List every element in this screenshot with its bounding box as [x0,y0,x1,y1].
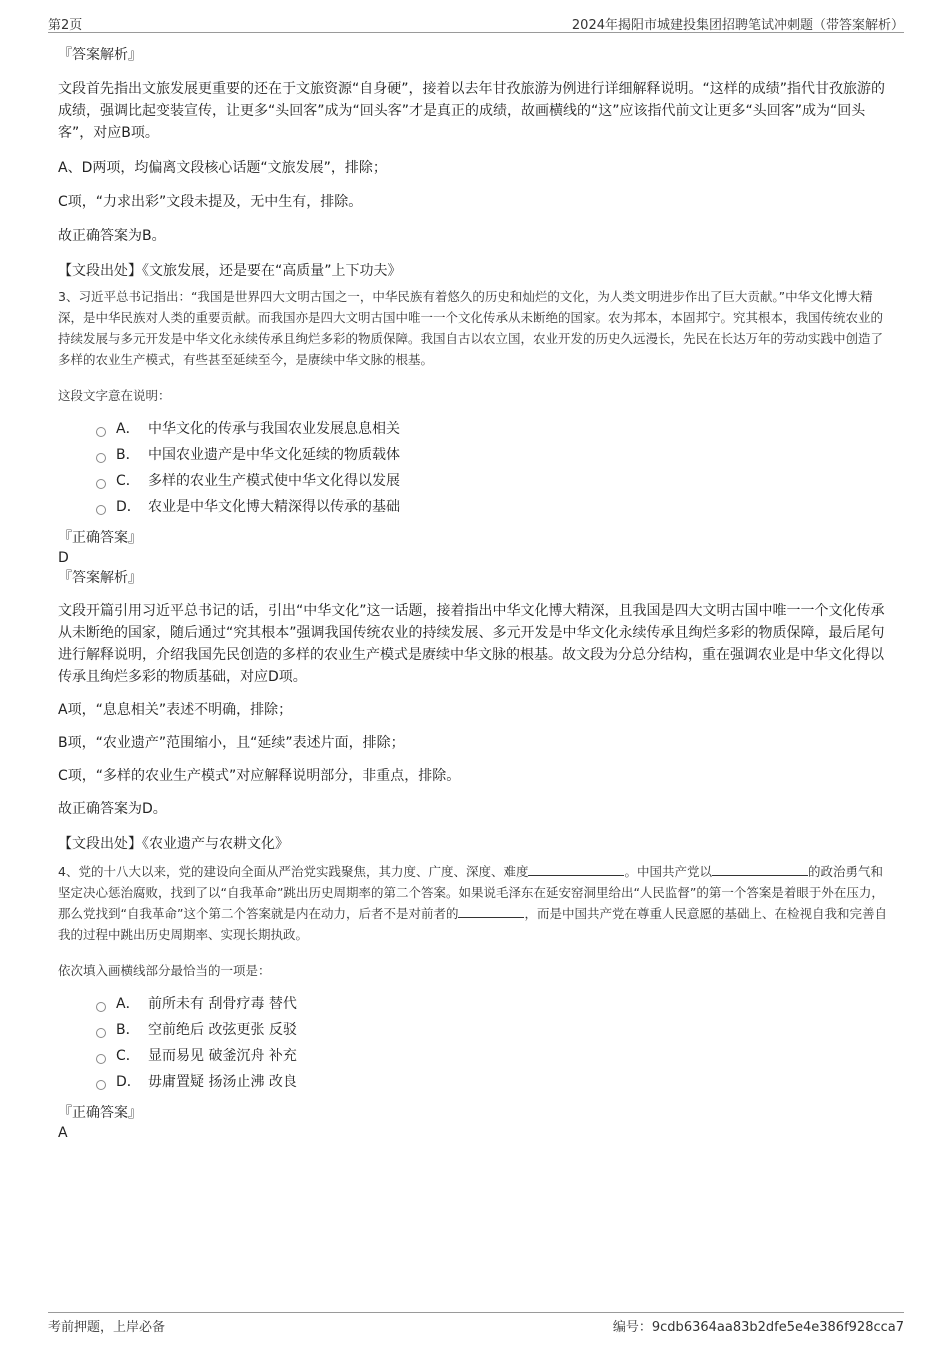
correct-answer: D [58,550,69,566]
fill-blank-2 [712,861,808,876]
correct-answer: A [58,1125,68,1141]
question-stem: 4、党的十八大以来，党的建设向全面从严治党实践聚焦，其力度、广度、深度、难度 。中国共产党以 的政治勇气和坚定决心惩治腐败，找到了以“自我革命”跳出历史周期率的第二个答案。如果说毛泽东在延安窑洞里给出“人民监督”的第一个答案是着眼于外在压力，那么党找到“自我革命”这个第二个答案就是内在动力，后者不是对前者的 ，而是中国共产党在尊重人民意愿的基础上、在检视自我和完善自我的过程中跳出历史周期率、实现长期执政。 [58,861,894,945]
option-c[interactable]: C． 多样的农业生产模式使中华文化得以发展 [96,468,894,494]
option-d[interactable]: D． 农业是中华文化博大精深得以传承的基础 [96,494,894,520]
page-footer [48,1312,904,1333]
analysis-note: A项，“息息相关”表述不明确，排除； [58,702,293,718]
analysis-label: 『答案解析』 [58,570,142,586]
document-code: 编号：9cdb6364aa83b2dfe5e4e386f928cca7 [612,1320,904,1335]
radio-icon[interactable] [96,1028,106,1038]
analysis-note: C项，“多样的农业生产模式”对应解释说明部分，非重点，排除。 [58,768,461,784]
option-text: 毋庸置疑 扬汤止沸 改良 [148,1074,297,1090]
radio-icon[interactable] [96,1054,106,1064]
option-a[interactable]: A． 中华文化的传承与我国农业发展息息相关 [96,416,894,442]
answer-options [96,416,894,520]
page-number: 第2页 [48,18,83,33]
question-prompt: 这段文字意在说明： [58,388,171,403]
analysis-note: A、D两项，均偏离文段核心话题“文旅发展”，排除； [58,160,387,176]
analysis-conclusion: 故正确答案为B。 [58,228,166,244]
footer-slogan: 考前押题，上岸必备 [48,1320,166,1335]
radio-icon[interactable] [96,1080,106,1090]
fill-blank-1 [528,861,624,876]
option-text: 农业是中华文化博大精深得以传承的基础 [148,499,400,515]
option-text: 中华文化的传承与我国农业发展息息相关 [148,421,400,437]
correct-answer-label: 『正确答案』 [58,530,142,546]
radio-icon[interactable] [96,505,106,515]
page-content [58,45,894,1143]
option-text: 中国农业遗产是中华文化延续的物质载体 [148,447,400,463]
option-text: 空前绝后 改弦更张 反驳 [148,1022,297,1038]
document-title: 2024年揭阳市城建投集团招聘笔试冲刺题（带答案解析） [571,18,904,33]
option-a[interactable]: A． 前所未有 刮骨疗毒 替代 [96,991,894,1017]
option-d[interactable]: D． 毋庸置疑 扬汤止沸 改良 [96,1069,894,1095]
option-c[interactable]: C． 显而易见 破釜沉舟 补充 [96,1043,894,1069]
option-text: 显而易见 破釜沉舟 补充 [148,1048,297,1064]
page-header [48,12,904,33]
radio-icon[interactable] [96,479,106,489]
analysis-note: C项，“力求出彩”文段未提及，无中生有，排除。 [58,194,363,210]
analysis-note: B项，“农业遗产”范围缩小，且“延续”表述片面，排除； [58,735,405,751]
analysis-conclusion: 故正确答案为D。 [58,801,167,817]
analysis-label: 『答案解析』 [58,47,142,63]
correct-answer-label: 『正确答案』 [58,1105,142,1121]
question-prompt: 依次填入画横线部分最恰当的一项是： [58,963,271,978]
option-b[interactable]: B． 空前绝后 改弦更张 反驳 [96,1017,894,1043]
source-citation: 【文段出处】《农业遗产与农耕文化》 [58,836,289,852]
radio-icon[interactable] [96,427,106,437]
radio-icon[interactable] [96,453,106,463]
fill-blank-3 [458,903,524,918]
source-citation: 【文段出处】《文旅发展，还是要在“高质量”上下功夫》 [58,263,402,279]
analysis-text: 文段开篇引用习近平总书记的话，引出“中华文化”这一话题，接着指出中华文化博大精深，且我国是四大文明古国中唯一一个文化传承从未断绝的国家，随后通过“究其根本”强调我国传统农业的持续发展、多元开发是中华文化永续传承且绚烂多彩的物质保障，最后尾句进行解释说明，介绍我国先民创造的多样的农业生产模式是赓续中华文脉的根基。故文段为分总分结构，重在强调农业是中华文化得以传承且绚烂多彩的物质基础，对应D项。 [58,603,885,685]
question-stem: 3、习近平总书记指出：“我国是世界四大文明古国之一，中华民族有着悠久的历史和灿烂的文化，为人类文明进步作出了巨大贡献。”中华文化博大精深，是中华民族对人类的重要贡献。而我国亦是四大文明古国中唯一一个文化传承从未断绝的国家。农为邦本，本固邦宁。究其根本，我国传统农业的持续发展与多元开发是中华文化永续传承且绚烂多彩的物质保障。我国自古以农立国，农业开发的历史久远漫长，先民在长达万年的劳动实践中创造了多样的农业生产模式，有些甚至延续至今，是赓续中华文脉的根基。 [58,289,884,367]
option-b[interactable]: B． 中国农业遗产是中华文化延续的物质载体 [96,442,894,468]
radio-icon[interactable] [96,1002,106,1012]
option-text: 多样的农业生产模式使中华文化得以发展 [148,473,400,489]
analysis-text: 文段首先指出文旅发展更重要的还在于文旅资源“自身硬”，接着以去年甘孜旅游为例进行详细解释说明。“这样的成绩”指代甘孜旅游的成绩，强调比起变装宣传，让更多“头回客”成为“回头客”才是真正的成绩，故画横线的“这”应该指代前文让更多“头回客”成为“回头客”，对应B项。 [58,81,886,141]
option-text: 前所未有 刮骨疗毒 替代 [148,996,297,1012]
answer-options [96,991,894,1095]
